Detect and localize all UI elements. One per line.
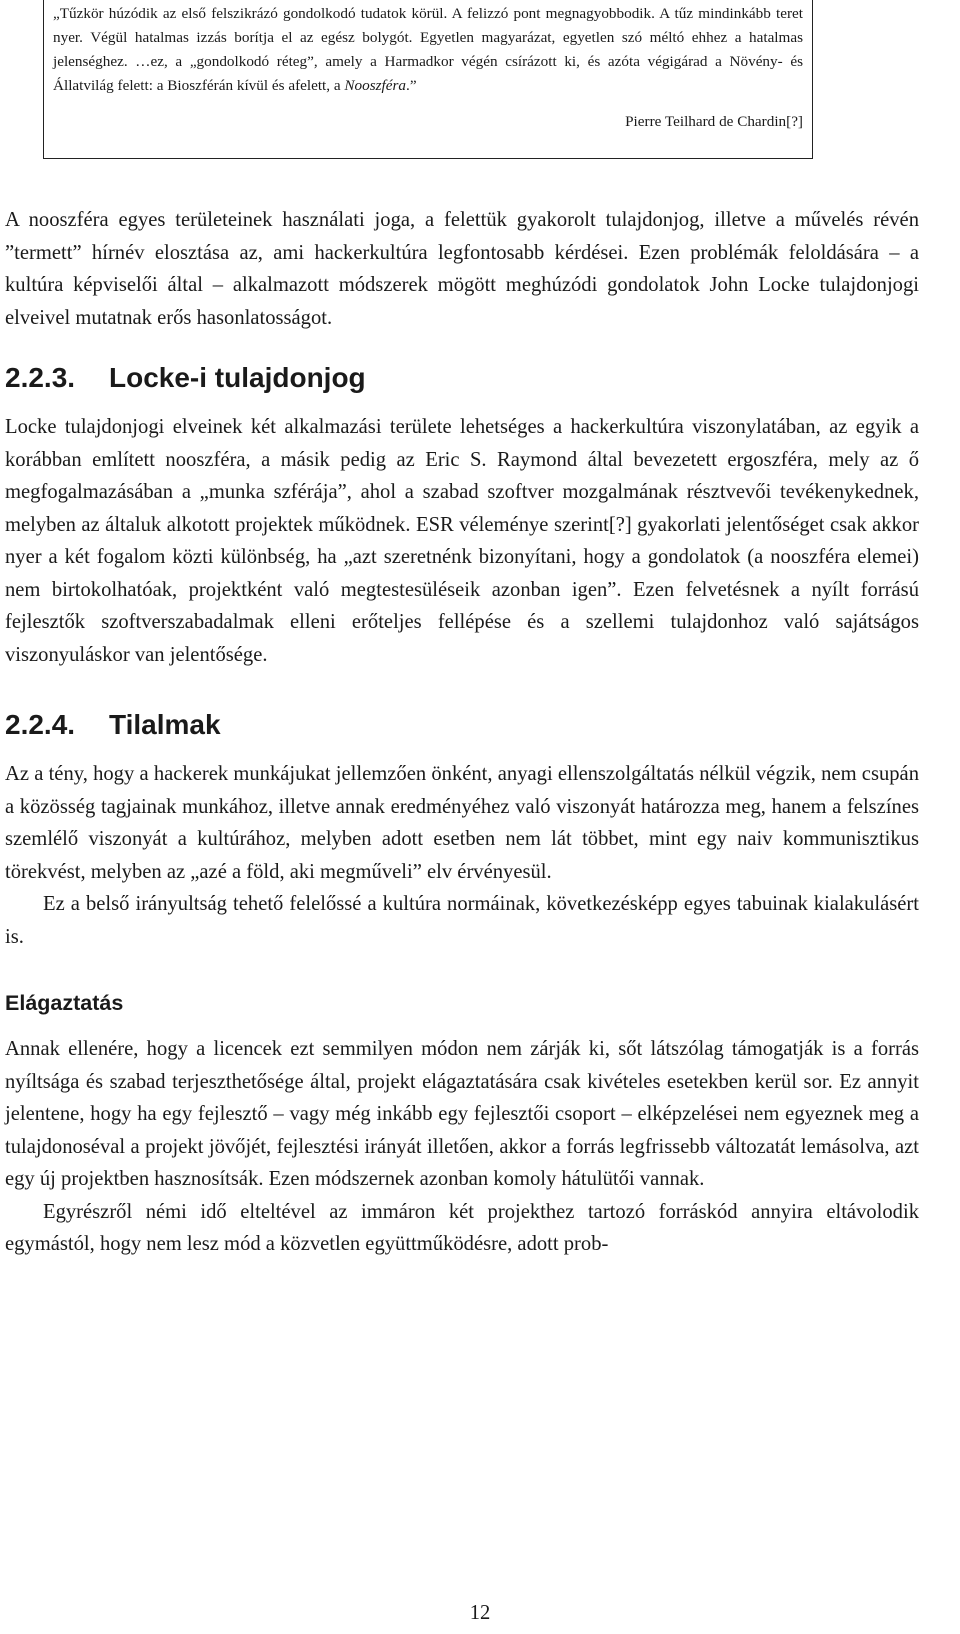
elagaztatas-paragraph-1: Annak ellenére, hogy a licencek ezt semmilyen módon nem zárják ki, sőt látszólag támogatják is a forrás nyíltsága és szabad terjeszthetősége által, projekt elágaztatására csak kivételes esetekben kerül sor. Ez annyit jelentene, hogy ha egy fejlesztő – vagy még inkább egy fejlesztői csoport – elképzelései nem egyeznek meg a tulajdonoséval a projekt jövőjét, fejlesztési irányát illetően, akkor a forrás legfrissebb változatát lemásolva, azt egy új projektben hasznosítsák. Ezen módszernek azonban komoly hátulütői vannak. — [5, 1038, 919, 1190]
section-title: Locke-i tulajdonjog — [109, 362, 366, 393]
epigraph-author: Pierre Teilhard de Chardin[?] — [625, 113, 803, 130]
locke-paragraph: Locke tulajdonjogi elveinek két alkalmazási területe lehetséges a hackerkultúra viszonylatában, az egyik a korábban említett nooszféra, a másik pedig az Eric S. Raymond által bevezetett ergoszféra, mely az ő megfogalmazásában a „munka szférája”, ahol a szabad szoftver mozgalmának résztvevői tevékenykednek, melyben az általuk alkotott projektek működnek. ESR véleménye szerint[?] gyakorlati jelentőséget csak akkor nyer a két fogalom közti különbség, ha „azt szeretnénk bizonyítani, hogy a gondolatok (a nooszféra elemei) nem birtokolhatóak, projektként való megtestesüléseik azonban igen”. Ezen felvetésnek a nyílt forrású fejlesztők szoftverszabadalmak elleni erőteljes fellépése és a szellemi tulajdonhoz való sajátságos viszonyuláskor van jelentősége. — [5, 416, 919, 666]
section-heading-tilalmak — [5, 709, 919, 741]
subsection-heading-elagaztatas: Elágaztatás — [5, 991, 124, 1015]
intro-paragraph: A nooszféra egyes területeinek használati joga, a felettük gyakorolt tulajdonjog, illetve a művelés révén ”termett” hírnév elosztása az, ami hackerkultúra legfontosabb kérdései. Ezen problémák feloldására – a kultúra képviselői által – alkalmazott módszerek mögött meghúzódi gondolatok John Locke tulajdonjogi elveivel mutatnak erős hasonlatosságot. — [5, 209, 919, 329]
section-title: Tilalmak — [109, 709, 221, 740]
epigraph-text-italic: Nooszféra — [344, 77, 407, 94]
section-number: 2.2.4. — [5, 709, 76, 740]
epigraph-quote-box — [43, 0, 813, 159]
epigraph-text-main: „Tűzkör húzódik az első felszikrázó gondolkodó tudatok körül. A felizzó pont megnagyobbodik. A tűz mindinkább teret nyer. Végül hatalmas izzás borítja el az egész bolygót. Egyetlen magyarázat, egyetlen szó méltó ehhez a hatalmas jelenséghez. …ez, a „gondolkodó réteg”, amely a Harmadkor végén csírázott ki, és azóta végigárad a Növény- és Állatvilág felett: a Bioszférán kívül és afelett, a — [53, 5, 803, 94]
tilalmak-paragraph-2: Ez a belső irányultság tehető felelőssé a kultúra normáinak, következésképp egyes tabuinak kialakulásért is. — [5, 893, 919, 948]
epigraph-text-end: .” — [406, 77, 417, 94]
tilalmak-paragraph-1: Az a tény, hogy a hackerek munkájukat jellemzően önként, anyagi ellenszolgáltatás nélkül végzik, nem csupán a közösség tagjainak munkához, illetve annak eredményéhez való viszonyát határozza meg, hanem a felszínes szemlélő viszonyát a kultúrához, melyben adott esetben nem lát többet, mint egy naiv kommunisztikus törekvést, melyben az „azé a föld, aki megműveli” elv érvényesül. — [5, 763, 919, 883]
elagaztatas-paragraph-2: Egyrészről némi idő elteltével az immáron két projekthez tartozó forráskód annyira eltávolodik egymástól, hogy nem lesz mód a közvetlen együttműködésre, adott prob- — [5, 1200, 919, 1255]
page-number: 12 — [469, 1602, 491, 1624]
section-number: 2.2.3. — [5, 362, 76, 393]
page-body — [5, 204, 919, 1261]
epigraph-text — [53, 2, 803, 98]
section-heading-locke — [5, 362, 919, 394]
